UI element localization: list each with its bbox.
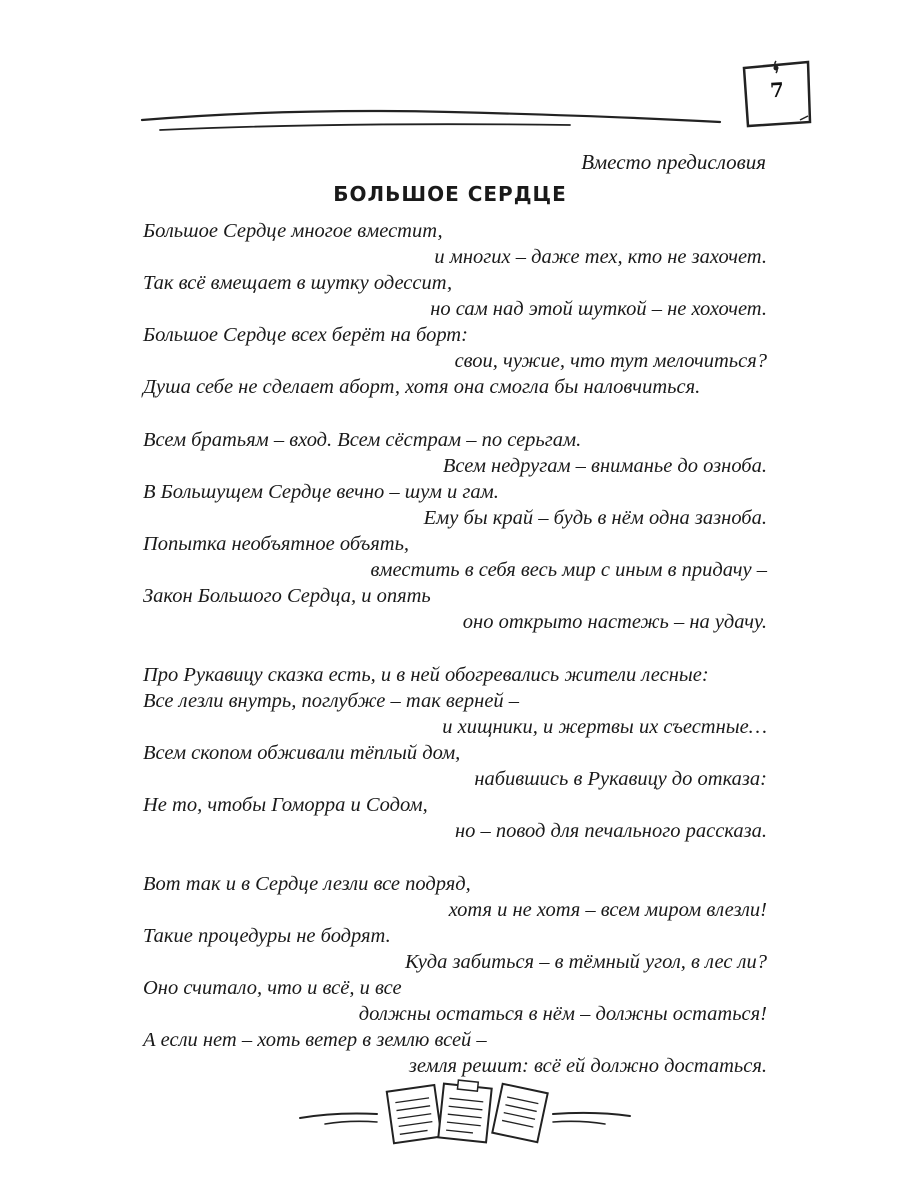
page-title: БОЛЬШОЕ СЕРДЦЕ: [333, 182, 567, 206]
poem-line: должны остаться в нём – должны остаться!: [358, 1003, 767, 1025]
stanza-gap: [143, 400, 767, 427]
poem: [143, 218, 767, 1079]
poem-line: Закон Большого Сердца, и опять: [143, 585, 431, 607]
poem-line: Душа себе не сделает аборт, хотя она смогла бы наловчиться.: [143, 376, 701, 398]
stanza-gap: [143, 635, 767, 662]
poem-line: набившись в Рукавицу до отказа:: [474, 768, 767, 790]
poem-line: свои, чужие, что тут мелочиться?: [454, 350, 767, 372]
poem-line: А если нет – хоть ветер в землю всей –: [143, 1029, 487, 1051]
poem-line: но – повод для печального рассказа.: [454, 820, 767, 842]
subtitle: Вместо предисловия: [581, 150, 766, 174]
poem-line: Всем недругам – вниманье до озноба.: [442, 455, 767, 477]
poem-line: и хищники, и жертвы их съестные…: [442, 716, 767, 738]
stacked-notes-icon: [295, 1078, 635, 1148]
poem-line: Ему бы край – будь в нём одна зазноба.: [423, 507, 767, 529]
poem-line: земля решит: всё ей должно достаться.: [408, 1055, 767, 1077]
poem-line: Всем скопом обживали тёплый дом,: [143, 742, 461, 764]
poem-line: хотя и не хотя – всем миром влезли!: [448, 899, 767, 921]
poem-line: Куда забиться – в тёмный угол, в лес ли?: [404, 951, 767, 973]
poem-line: Так всё вмещает в шутку одессит,: [143, 272, 453, 294]
poem-line: Большое Сердце всех берёт на борт:: [143, 324, 468, 346]
poem-line: Все лезли внутрь, поглубже – так верней –: [143, 690, 520, 712]
poem-line: оно открыто настежь – на удачу.: [462, 611, 767, 633]
header-divider: [140, 100, 740, 140]
poem-line: Всем братьям – вход. Всем сёстрам – по серьгам.: [143, 429, 582, 451]
poem-line: Про Рукавицу сказка есть, и в ней обогревались жители лесные:: [143, 664, 709, 686]
poem-line: Большое Сердце многое вместит,: [143, 220, 443, 242]
poem-line: Попытка необъятное объять,: [143, 533, 410, 555]
poem-line: В Большущем Сердце вечно – шум и гам.: [143, 481, 499, 503]
poem-line: вместить в себя весь мир с иным в придачу –: [370, 559, 767, 581]
poem-line: и многих – даже тех, кто не захочет.: [434, 246, 767, 268]
poem-line: но сам над этой шуткой – не хохочет.: [430, 298, 767, 320]
stanza-gap: [143, 844, 767, 871]
page-number: 7: [769, 77, 785, 103]
poem-line: Такие процедуры не бодрят.: [143, 925, 391, 947]
poem-line: Вот так и в Сердце лезли все подряд,: [143, 873, 471, 895]
poem-line: Оно считало, что и всё, и все: [143, 977, 402, 999]
poem-line: Не то, чтобы Гоморра и Содом,: [143, 794, 428, 816]
